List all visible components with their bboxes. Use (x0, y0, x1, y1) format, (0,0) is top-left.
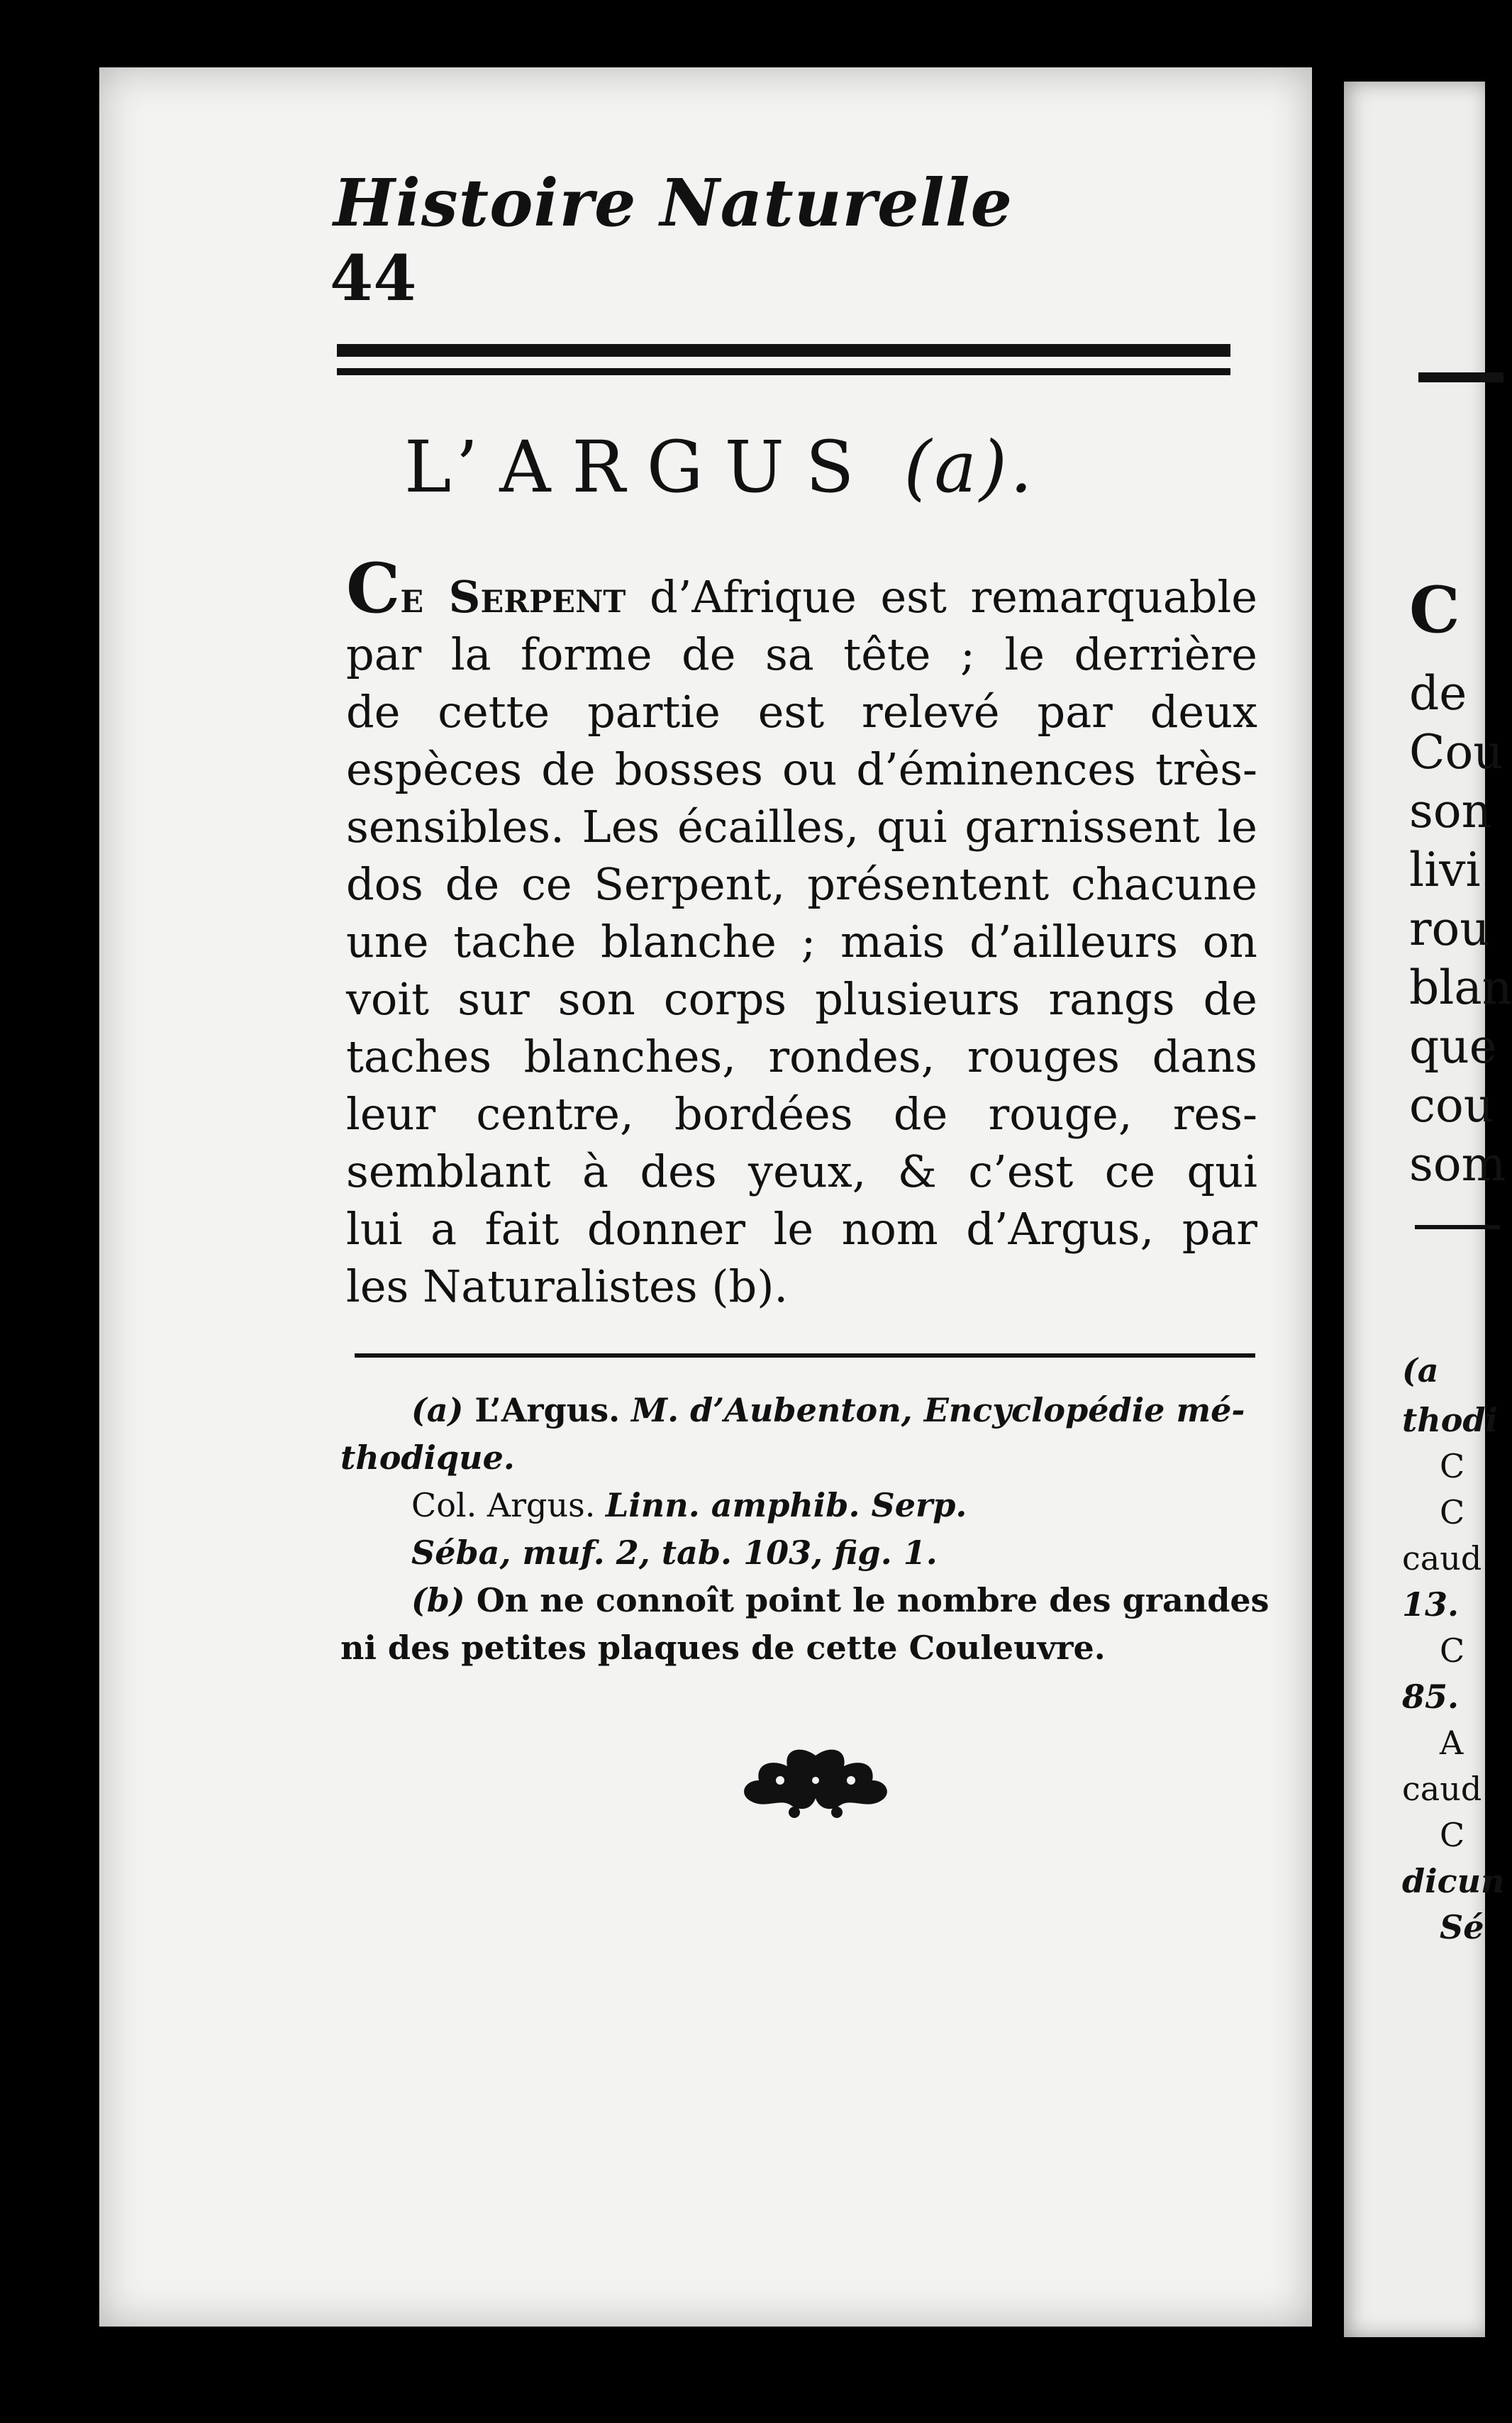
facing-page-fragment: Cou (1409, 725, 1503, 780)
facing-page-footnote-fragment: dicun (1402, 1862, 1505, 1900)
body-line (346, 548, 1257, 628)
running-head: Histoire Naturelle (333, 165, 1013, 241)
drop-cap: C (346, 548, 401, 628)
body-line-last: les Naturalistes (b). (346, 1260, 789, 1312)
facing-page-footnote-fragment: Sé (1440, 1908, 1484, 1946)
first-word: e Serpent (400, 571, 626, 623)
footnote-b-continued: ni des petites plaques de cette Couleuvre. (340, 1629, 1106, 1667)
footnote-a (369, 1387, 1262, 1434)
body-line: taches blanches, rondes, rouges dans (346, 1031, 1257, 1082)
footnote-mark: (b) (411, 1581, 465, 1619)
facing-page-footnote-fragment: caud (1402, 1770, 1482, 1808)
facing-page-header-rule (1418, 372, 1503, 382)
footnote-a-continued: thodique. (340, 1438, 515, 1477)
facing-page-footnote-fragment: C (1440, 1447, 1465, 1485)
title-footnote-ref: (a). (904, 426, 1035, 509)
footnotes (340, 1387, 1269, 1672)
body-line-text: d’Afrique est remarquable (626, 571, 1257, 623)
body-line: de cette partie est relevé par deux (346, 686, 1257, 738)
facing-page-footnote-fragment: (a (1402, 1351, 1439, 1390)
facing-page-edge (1344, 82, 1512, 2337)
body-line: leur centre, bordées de rouge, res- (346, 1088, 1257, 1140)
article-title (404, 426, 1035, 509)
facing-page-fragment: rou (1409, 902, 1490, 956)
page-number: 44 (330, 241, 417, 315)
footnote-citation: Linn. amphib. Serp. (605, 1486, 967, 1524)
facing-page-footnote-fragment: caud (1402, 1539, 1482, 1578)
facing-page-footnote-fragment: C (1440, 1816, 1465, 1854)
footnote-b (369, 1577, 1269, 1624)
facing-page-dropcap: C (1409, 572, 1460, 648)
facing-page-fragment: de (1409, 666, 1467, 721)
body-line: une tache blanche ; mais d’ailleurs on (346, 916, 1257, 967)
facing-page-footnote-fragment: 85. (1402, 1678, 1460, 1716)
body-line: sensibles. Les écailles, qui garnissent le (346, 801, 1257, 853)
facing-page-fragment: blan (1409, 960, 1512, 1015)
facing-page-footnote-fragment: thodi (1402, 1401, 1499, 1439)
footnote-seba: Séba, muf. 2, tab. 103, fig. 1. (411, 1534, 938, 1572)
article-title-text: L’ARGUS (404, 426, 876, 509)
body-line: voit sur son corps plusieurs rangs de (346, 973, 1257, 1025)
facing-page-fragment: son (1409, 784, 1492, 838)
footnote-col (369, 1482, 1262, 1529)
facing-page-fragment: que (1409, 1019, 1497, 1074)
fleuron-ornament-icon (723, 1741, 908, 1819)
body-line: espèces de bosses ou d’éminences très- (346, 743, 1257, 795)
footnote-separator (355, 1353, 1255, 1358)
footnote-citation: M. d’Aubenton, Encyclopédie mé- (631, 1391, 1245, 1429)
header-double-rule (337, 344, 1230, 375)
body-line: dos de ce Serpent, présentent chacune (346, 858, 1257, 910)
body-line: lui a fait donner le nom d’Argus, par (346, 1203, 1257, 1255)
facing-page-footnote-fragment: 13. (1402, 1585, 1460, 1624)
facing-page-footnote-fragment: A (1440, 1724, 1464, 1762)
facing-page-footnote-rule (1415, 1225, 1500, 1229)
body-paragraph (346, 548, 1257, 1315)
facing-page-fragment: som (1409, 1137, 1506, 1192)
facing-page-fragment: livi (1409, 843, 1481, 897)
footnote-text: L’Argus. (463, 1391, 632, 1429)
footnote-text: Col. Argus. (411, 1486, 606, 1524)
facing-page-footnote-fragment: C (1440, 1631, 1465, 1670)
footnote-text: On ne connoît point le nombre des grandes (465, 1581, 1269, 1619)
body-line: semblant à des yeux, & c’est ce qui (346, 1146, 1257, 1197)
footnote-mark: (a) (411, 1391, 464, 1429)
facing-page-fragment: cou (1409, 1078, 1494, 1133)
facing-page-footnote-fragment: C (1440, 1493, 1465, 1531)
body-line: par la forme de sa tête ; le derrière (346, 628, 1257, 680)
